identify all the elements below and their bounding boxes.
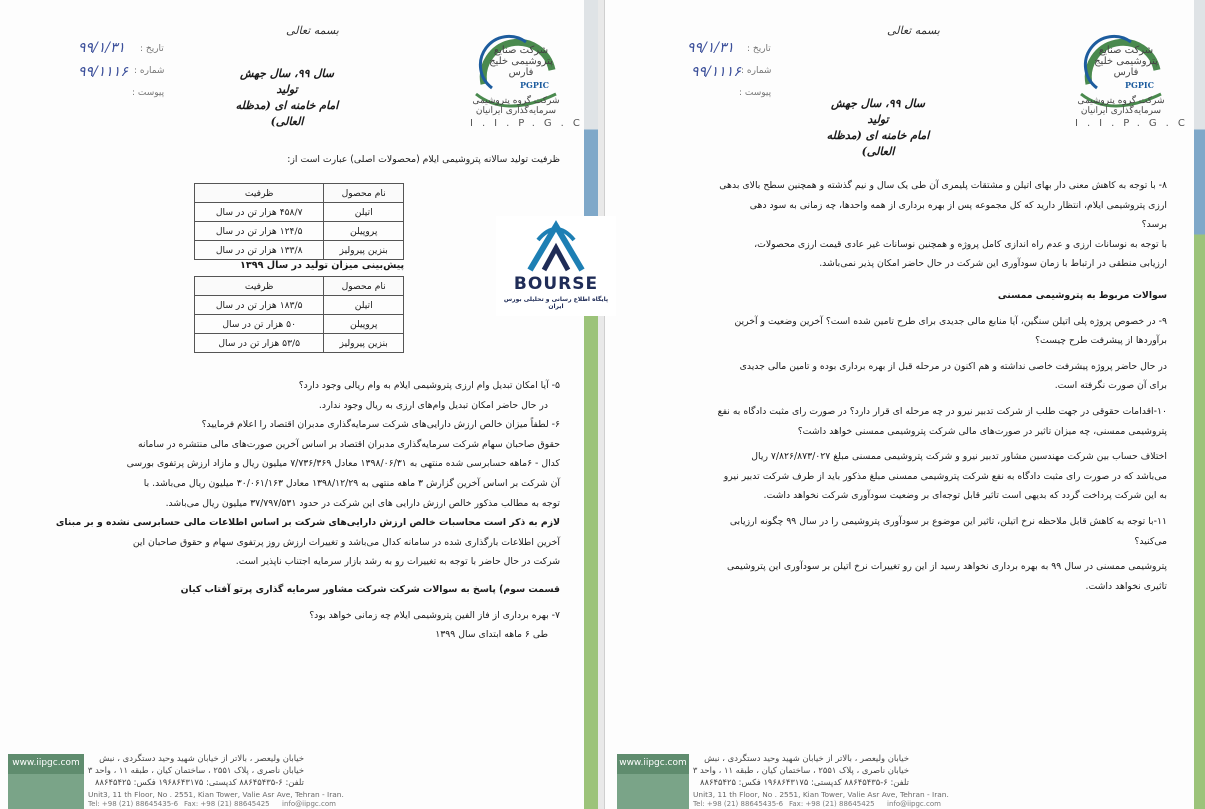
answer-8-line: با توجه به نوسانات ارزی و عدم راه اندازی کامل پروژه و همچنین نوسانات غیر عادی قیمت ارزی محصولات، [754,238,1167,250]
footer-website: www.iipgc.com [617,754,689,774]
year-slogan [823,96,933,160]
footer-green-block [8,774,84,809]
table-row [195,241,404,260]
product-cell: بنزین پیرولیز [324,334,404,353]
slogan-line: سال ۹۹، سال جهش تولید [240,67,334,96]
attachment-label: پیوست : [132,88,165,98]
company-name-secondary: شرکت گروه پتروشیمی سرمایه‌گذاری ایرانیان [1077,96,1165,116]
question-8-line: ارزی پتروشیمی ایلام، انتظار دارید که کل مجموعه پس از بهره برداری از همه واحدها، چه زمانی به سود دهی [749,199,1167,211]
question-6: ۶- لطفاً میزان خالص ارزش دارایی‌های شرکت سرمایه‌گذاری مدبران اقتصاد را اعلام فرمایید؟ [201,419,560,431]
footer-address-en: Unit3, 11 th Floor, No . 2551, Kian Tower, Valie Asr Ave, Tehran - Iran. [88,790,344,799]
letter-page-2 [0,0,599,809]
footer-website: www.iipgc.com [8,754,84,774]
capacity-cell: ۴۵۸/۷ هزار تن در سال [195,203,324,222]
qa-block-left [40,376,560,645]
table-header-row [195,277,404,296]
footer-fax: Fax: +98 (21) 88645425 [184,800,270,808]
footer-tel: Tel: +98 (21) 88645435-6 [693,800,784,808]
product-cell: اتیلن [324,296,404,315]
question-10-line: ۱۰-اقدامات حقوقی در جهت طلب از شرکت تدبیر نیرو در چه مرحله ای قرار دارد؟ در صورت رای مثبت دادگاه به نفع [717,405,1167,417]
footer-email: info@iipgc.com [282,800,336,808]
question-10-line: پتروشیمی ممسنی، چه میزان تاثیر در صورت‌های مالی شرکت پتروشیمی ممسنی خواهد داشت؟ [797,425,1167,437]
address-line: تلفن: ۶-۸۸۶۴۵۴۳۵ کدپستی: ۱۹۶۸۶۴۳۱۷۵ فکس: ۸۸۶۴۵۴۲۵ [94,777,304,787]
answer-8-line: ارزیابی منطقی در ارتباط با زمان سودآوری این شرکت در حال حاضر امکان پذیر نمی‌باشد. [819,258,1167,270]
forecast-caption: پیش‌بینی میزان تولید در سال ۱۳۹۹ [240,260,405,271]
answer-10-line: می‌باشد که در صورت رای مثبت دادگاه به نفع شرکت پتروشیمی ممسنی مبلغ مذکور باید از طرف شرکت تدبیر نیرو [723,470,1167,482]
address-line: خیابان ولیعصر ، بالاتر از خیابان شهید وحید دستگردی ، نبش [99,753,304,763]
date-label: تاریخ : [747,44,771,54]
answer-6-line: شرکت در حال حاضر با توجه به تغییرات رو به رشد بازار سرمایه اجتناب ناپذیر است. [235,556,560,568]
date-label: تاریخ : [140,44,164,54]
attachment-label: پیوست : [739,88,772,98]
question-11-line: ۱۱-با توجه به کاهش قابل ملاحظه نرخ اتیلن، تاثیر این موضوع بر سودآوری پتروشیمی را در سال ۹۹ چگونه ارزیابی [729,515,1167,527]
footer-address-en: Unit3, 11 th Floor, No . 2551, Kian Tower, Valie Asr Ave, Tehran - Iran. [693,790,949,799]
footer-address [84,752,304,788]
table-row [195,315,404,334]
capacity-cell: ۱۸۳/۵ هزار تن در سال [195,296,324,315]
question-9-line: برآوردها از پیشرفت طرح چیست؟ [1035,335,1167,347]
capacity-cell: ۱۳۳/۸ هزار تن در سال [195,241,324,260]
address-line: خیابان ناصری ، پلاک ۲۵۵۱ ، ساختمان کیان ، طبقه ۱۱ ، واحد ۳ [692,765,909,775]
forecast-table [194,276,404,353]
answer-6-note: لازم به ذکر است محاسبات خالص ارزش دارایی‌های شرکت بر اساس اطلاعات مالی حسابرسی نشده و بر مبنای [55,517,560,529]
bourse-caption: پایگاه اطلاع رسانی و تحلیلی بورس ایران [503,296,609,310]
section-heading: سوالات مربوط به پتروشیمی ممسنی [997,289,1167,301]
number-label: شماره : [134,66,165,76]
answer-11-line: پتروشیمی ممسنی در سال ۹۹ به بهره برداری نخواهد رسید از این رو تغییرات نرخ اتیلن بر سودآوری این پتروشیمی [726,561,1167,573]
footer-address [689,752,909,788]
company-name-primary: شرکت صنایع پتروشیمی خلیج فارس [1094,45,1158,78]
answer-6-line: توجه به مطالب مذکور خالص ارزش دارایی های این شرکت در حدود ۳۷/۷۹۷/۵۳۱ میلیون ریال می‌باشد. [165,497,560,509]
question-8-line: ۸- با توجه به کاهش معنی دار بهای اتیلن و مشتقات پلیمری آن طی یک سال و نیم گذشته و همچنین سطح بالای بدهی [719,180,1167,191]
footer-green-block [617,774,689,809]
basmala: بسمه تعالی [887,24,940,37]
handwritten-date: ۹۹/۱/۳۱ [78,40,126,56]
company-initials: I.I.P.G.C [1075,118,1194,129]
slogan-author: امام خامنه ای (مدظله العالی) [826,129,930,158]
product-cell: اتیلن [324,203,404,222]
answer-9-line: در حال حاضر پروژه پیشرفت خاصی نداشته و هم اکنون در مرحله قبل از بهره برداری بوده و تامین مالی جدیدی [739,360,1167,372]
brand-label: PGPIC [520,80,549,90]
footer-email: info@iipgc.com [887,800,941,808]
product-cell: بنزین پیرولیز [324,241,404,260]
footer-fax: Fax: +98 (21) 88645425 [789,800,875,808]
capacity-table [194,183,404,260]
brand-label: PGPIC [1125,80,1154,90]
section-heading: قسمت سوم) پاسخ به سوالات شرکت شرکت مشاور سرمایه گذاری پرتو آفتاب کیان [180,583,560,595]
handwritten-number: ۹۹/۱۱۱۶ [691,64,741,80]
question-5: ۵- آیا امکان تبدیل وام ارزی پتروشیمی ایلام به وام ریالی وجود دارد؟ [298,380,560,391]
address-line: خیابان ولیعصر ، بالاتر از خیابان شهید وحید دستگردی ، نبش [704,753,909,763]
product-cell: پروپیلن [324,315,404,334]
product-cell: پروپیلن [324,222,404,241]
question-8-line: برسد؟ [1141,219,1167,231]
address-line: خیابان ناصری ، پلاک ۲۵۵۱ ، ساختمان کیان ، طبقه ۱۱ ، واحد ۳ [87,765,304,775]
capacity-cell: ۱۲۴/۵ هزار تن در سال [195,222,324,241]
slogan-author: امام خامنه ای (مدظله العالی) [235,99,339,128]
header-capacity: ظرفیت [195,277,324,296]
footer-tel: Tel: +98 (21) 88645435-6 [88,800,179,808]
answer-6-line: کدال - ۶ماهه حسابرسی شده منتهی به ۱۳۹۸/۰۶/۳۱ معادل ۷/۷۳۶/۳۶۹ میلیون ریال و مازاد ارزش پرتفوی بورسی [126,458,560,470]
answer-11-line: تاثیری نخواهد داشت. [1085,580,1167,592]
qa-block-right [667,176,1167,596]
address-line: تلفن: ۶-۸۸۶۴۵۴۳۵ کدپستی: ۱۹۶۸۶۴۳۱۷۵ فکس: ۸۸۶۴۵۴۲۵ [699,777,909,787]
question-7: ۷- بهره برداری از فاز الفین پتروشیمی ایلام چه زمانی خواهد بود؟ [309,609,560,621]
table-row [195,296,404,315]
number-label: شماره : [741,66,772,76]
table-row [195,222,404,241]
handwritten-date: ۹۹/۱/۳۱ [687,40,735,56]
bourse-logo-icon [524,220,588,274]
answer-6-line: آن شرکت بر اساس آخرین گزارش ۳ ماهه منتهی به ۱۳۹۸/۱۲/۲۹ معادل ۳۰/۰۶۱/۱۶۳ میلیون ریال می‌باشد. با [143,477,560,489]
basmala: بسمه تعالی [286,24,339,37]
bourse-word: BOURSE [513,274,599,294]
bourse-watermark [496,216,616,316]
header-product: نام محصول [324,184,404,203]
company-initials: I.I.P.G.C [470,118,589,129]
capacity-cell: ۵۰ هزار تن در سال [195,315,324,334]
capacity-cell: ۵۳/۵ هزار تن در سال [195,334,324,353]
answer-5: در حال حاضر امکان تبدیل وام‌های ارزی به ریال وجود ندارد. [318,399,548,411]
slogan-line: سال ۹۹، سال جهش تولید [831,97,925,126]
answer-10-line: به این شرکت پرداخت گردد که بدیهی است تاثیر قابل توجه‌ای بر وضعیت سودآوری شرکت نخواهد داشت. [763,490,1167,502]
table-header-row [195,184,404,203]
question-9-line: ۹- در خصوص پروژه پلی اتیلن سنگین، آیا منابع مالی جدیدی برای طرح تامین شده است؟ آخرین وضعیت و آخرین [734,315,1167,327]
capacity-intro: ظرفیت تولید سالانه پتروشیمی ایلام (محصولات اصلی) عبارت است از: [287,154,560,165]
table-row [195,203,404,222]
table-row [195,334,404,353]
company-name-primary: شرکت صنایع پتروشیمی خلیج فارس [489,45,553,78]
handwritten-number: ۹۹/۱۱۱۶ [78,64,128,80]
answer-6-line: آخرین اطلاعات بارگذاری شده در سامانه کدال می‌باشد و تغییرات ارزش روز پرتفوی سهام و حقوق صاحبان این [132,536,560,548]
header-capacity: ظرفیت [195,184,324,203]
color-strip [1194,0,1205,809]
letter-page-3 [604,0,1205,809]
answer-10-line: اختلاف حساب بین شرکت مهندسین مشاور تدبیر نیرو و شرکت پتروشیمی ممسنی مبلغ ۷/۸۲۶/۸۷۳/۰۲۷ ریال [751,451,1167,463]
answer-6-line: حقوق صاحبان سهام شرکت سرمایه‌گذاری مدبران اقتصاد بر اساس آخرین صورت‌های مالی منتشره در سامانه [138,438,560,450]
answer-7: طی ۶ ماهه ابتدای سال ۱۳۹۹ [435,629,548,641]
answer-9-line: برای آن صورت نگرفته است. [1054,380,1167,392]
question-11-line: می‌کنید؟ [1134,535,1167,547]
company-name-secondary: شرکت گروه پتروشیمی سرمایه‌گذاری ایرانیان [472,96,560,116]
year-slogan [232,66,342,130]
header-product: نام محصول [324,277,404,296]
